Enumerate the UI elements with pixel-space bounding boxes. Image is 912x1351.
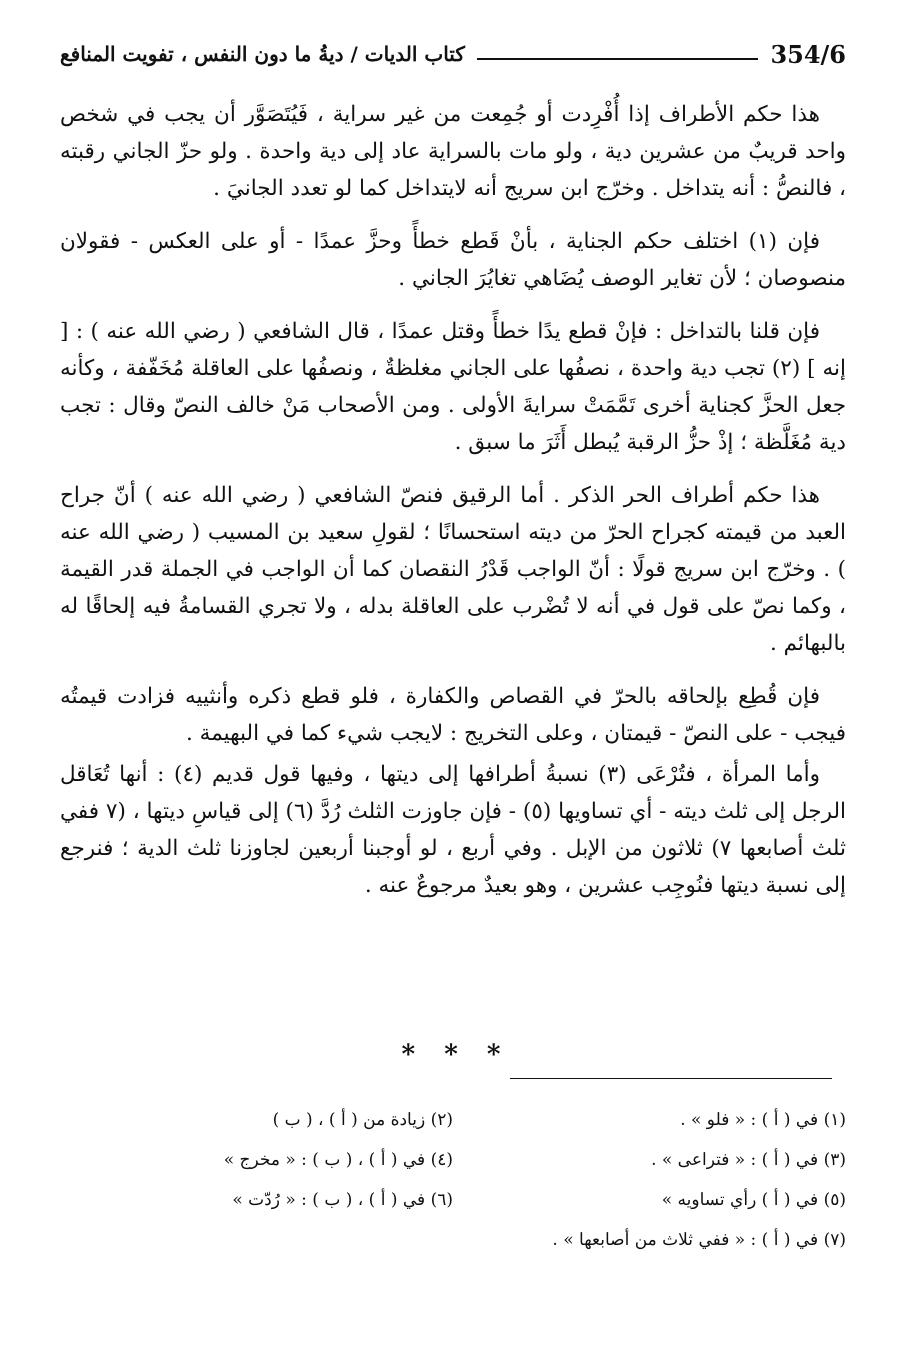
footnote-row [60,1220,846,1260]
paragraph: فإن (١) اختلف حكم الجناية ، بأنْ قَطع خطأً وحزَّ عمدًا - أو على العكس - فقولان منصوصان ؛ لأن تغاير الوصف يُضَاهي تغايُرَ الجاني . [60,229,846,291]
footnote-6: (٦) في ( أ ) ، ( ب ) : « رُدّت » [232,1190,453,1210]
paragraph: وأما المرأة ، فتُرْعَى (٣) نسبةُ أطرافها إلى ديتها ، وفيها قول قديم (٤) : أنها تُعَاقل الرجل إلى ثلث ديته - أي تساويها (٥) - فإن جاوزت الثلث رُدَّ (٦) إلى قياسِ ديتها ، (٧ ففي ثلث أصابعها ٧) ثلاثون من الإبل . وفي أربع ، لو أوجبنا أربعين لجاوزنا ثلث الدية ؛ فنرجع إلى نسبة ديتها فنُوجِب عشرين ، وهو بعيدٌ مرجوعٌ عنه . [60,762,846,898]
footnote-row [60,1180,846,1220]
footnote-row [60,1100,846,1140]
footnote-1: (١) في ( أ ) : « فلو » . [680,1110,846,1130]
running-title: كتاب الديات / ديةُ ما دون النفس ، تفويت المنافع [60,42,465,66]
section-separator: * * * [401,1040,511,1070]
running-header [60,34,846,74]
main-text [60,96,846,920]
footnote-2: (٢) زيادة من ( أ ) ، ( ب ) [272,1110,453,1130]
paragraph: فإن قُطِع بإلحاقه بالحرّ في القصاص والكفارة ، فلو قطع ذكره وأنثييه فزادت قيمتُه فيجب - على النصّ - قيمتان ، وعلى التخريج : لايجب شيء كما في البهيمة . [60,684,846,746]
page-number: 354/6 [770,39,846,69]
footnotes [60,1100,846,1260]
footnote-row [60,1140,846,1180]
footnote-3: (٣) في ( أ ) : « فتراعى » . [651,1150,846,1170]
footnote-4: (٤) في ( أ ) ، ( ب ) : « مخرج » [223,1150,453,1170]
footnote-rule [510,1078,832,1079]
paragraph: فإن قلنا بالتداخل : فإنْ قطع يدًا خطأً وقتل عمدًا ، قال الشافعي ( رضي الله عنه ) : [ إنه ] (٢) تجب دية واحدة ، نصفُها على الجاني مغلظةٌ ، ونصفُها على العاقلة مُخَفّفة ، وكأنه جعل الحزَّ كجناية أخرى تَمَّمَتْ سرايةَ الأولى . ومن الأصحاب مَنْ خالف النصّ وقال : تجب دية مُغَلَّظة ؛ إذْ حزُّ الرقبة يُبطل أَثَرَ ما سبق . [60,319,846,455]
paragraph: هذا حكم الأطراف إذا أُفْرِدت أو جُمِعت من غير سراية ، فَيُتَصَوَّر أن يجب في شخص واحد قريبٌ من عشرين دية ، ولو مات بالسراية عاد إلى دية واحدة . ولو حزّ الجاني رقبته ، فالنصُّ : أنه يتداخل . وخرّج ابن سريج أنه لايتداخل كما لو تعدد الجانيَ . [60,102,846,201]
footnote-7: (٧) في ( أ ) : « ففي ثلاث من أصابعها » . [552,1230,846,1250]
paragraph: هذا حكم أطراف الحر الذكر . أما الرقيق فنصّ الشافعي ( رضي الله عنه ) أنّ جراح العبد من قيمته كجراح الحرّ من ديته استحسانًا ؛ لقولِ سعيد بن المسيب ( رضي الله عنه ) . وخرّج ابن سريج قولًا : أنّ الواجب قَدْرُ النقصان كما أن الواجب في الجملة قدر القيمة ، وكما نصّ على قول في أنه لا تُضْرب على العاقلة بدله ، ولا تجري القسامةُ فيه إلحاقًا له بالبهائم . [60,483,846,656]
footnote-5: (٥) في ( أ ) رأي تساويه » [661,1190,846,1210]
header-rule [477,58,759,60]
